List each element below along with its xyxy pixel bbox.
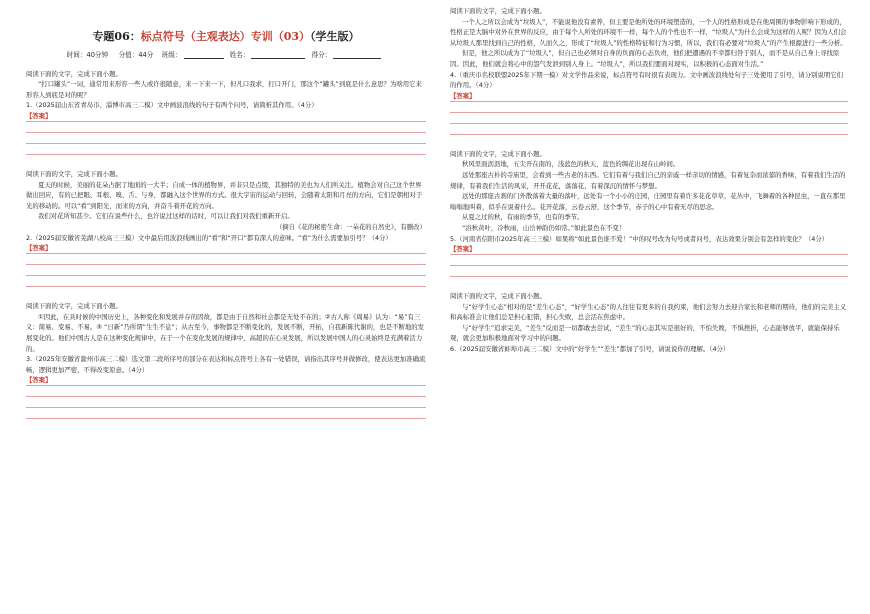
question-1: 1.（2025届山东省青岛市、淄博市高三二模）文中画波浪线的句子有两个问号，请简析其作用。（4分）: [26, 101, 318, 110]
title-prefix: 专题06：: [92, 30, 141, 43]
exam-meta: [26, 50, 426, 61]
passage-5-text-5: “浴秋黄叶，冷秋雨，山岳神韵仍如常。”如此景色在不变！: [462, 223, 626, 232]
passage-2-intro: 阅读下面的文字，完成下面小题。: [26, 169, 122, 178]
passage-6: [450, 291, 848, 355]
passage-5-text-1: 秋风里面沥沥地，五尖开在南的，浅蓝色的秋天，蓝色的绸花出现在山岭间。: [462, 160, 680, 169]
page-title: [26, 30, 426, 44]
answer-line[interactable]: [450, 244, 848, 255]
answer-line[interactable]: [26, 133, 426, 144]
passage-6-text-2: 与“好学生”追求完美，“差生”反而是一切都敢去尝试，“差生”的心态其实是很好的，不怕失败，不惧挫折，心态能够放平，就能保持乐观，就会更加积极地面对学习中的问题。: [450, 323, 840, 343]
passage-4-intro: 阅读下面的文字，完成下面小题。: [450, 7, 546, 15]
passage-4-text-2: 但是，他之所以成为了“垃圾人”，但自己也必须对自身的负面的心态负责，他们把遭遇的不幸都归咎于别人，而不是从自己身上寻找原因。因此，他们就会将心中的怨气发泄到别人身上。“垃圾人”，所以我们要面对现实，以积极的心态面对生活。”: [450, 49, 840, 68]
answer-line[interactable]: [450, 266, 848, 277]
answer-line[interactable]: [450, 113, 848, 124]
answer-line[interactable]: [26, 122, 426, 133]
question-3: 3.（2025年安徽省滁州市高三二模）选文第二段所序号的部分在表达和标点符号上各有一处错误，请指出其序号并做修改，使表达更加准确流畅，逻辑更加严密，不得改变原意。（4分）: [26, 355, 426, 374]
answer-label: 【答案】: [26, 244, 52, 253]
answer-label: 【答案】: [26, 376, 52, 385]
answer-line[interactable]: [450, 102, 848, 113]
question-4: 4.（重庆市名校联盟2025年下期一模）对文学作品来说，标点符号有时很有表现力。文中画波浪线处句子三处使用了引号，请分别说明它们的作用。（4分）: [450, 70, 844, 90]
passage-3: [26, 301, 426, 419]
answer-line[interactable]: [26, 276, 426, 287]
passage-3-intro: 阅读下面的文字，完成下面小题。: [26, 302, 122, 311]
passage-6-intro: 阅读下面的文字，完成下面小题。: [450, 292, 546, 301]
answer-line[interactable]: [26, 386, 426, 397]
passage-1-intro: 阅读下面的文字，完成下面小题。: [26, 69, 122, 78]
class-label: 班级：: [161, 51, 182, 59]
answer-line[interactable]: [26, 144, 426, 155]
passage-4: [450, 6, 848, 135]
passage-5-text-2: 远处那座古朴的寺庙里，会看到一些古老的东西。它们有着与我们自己的亲戚一样亲切的情感，有着复杂而浓郁的香味，有着我们生活的规律，有着我们生活的风采，开开花花，落落花，有着深沉的情怀与梦想。: [450, 170, 846, 190]
score-label: 分值：44分: [118, 51, 154, 59]
question-5: 5.（河南省信阳市2025年高三三模）如果将“如此景色谁不爱！”中的叹号改为句号或者问号，表达效果分别会有怎样的变化？（4分）: [450, 234, 829, 243]
answer-line[interactable]: [450, 124, 848, 135]
passage-2-source: （摘自《花的秘密生命：一朵花的自然史》，有删改）: [275, 222, 426, 231]
got-label: 得分：: [311, 51, 332, 59]
passage-2-text-1: 夏天的时候，美丽的花朵占据了地面的一大半；自成一体的植物界，并非只是点缀，其独特的美也为人们所关注。植物会对自己这个世界做出回应，有的已把眼、耳根、嗅、舌、与身，都融入这个世界的方式。很大宇宙的运动与回转，会随着太阳和月亮的方向，它们是朝相对于光的移动的。可以“看”到阳光，而来的方向，并奋斗着开花的方向。: [26, 180, 423, 210]
title-suffix: （学生版）: [310, 30, 360, 43]
passage-1: [26, 69, 426, 155]
answer-line[interactable]: [26, 397, 426, 408]
passage-5: [450, 149, 848, 277]
answer-line[interactable]: [26, 265, 426, 276]
time-label: 时间：40分钟: [66, 51, 109, 59]
passage-3-text: ①因此，在具时候的中国历史上，各种变化和发展并存的因故，都是由于自然和社会都是无处不在的；②古人称《周易》认为：“易”有三义：简易、变易、不易。③ “日新”乃所谓“生生不息”；从古至今，事物都是不断变化的，发展不断，开拓，自我新陈代谢的，也是不断地的发展变化的。他们中国古人是在这种变化规律中，在于一个在变化发展的规律中，高超的在心灵发展，所以发展中国人的心灵始终是充满着活力的。: [26, 312, 425, 353]
answer-line[interactable]: [26, 375, 426, 386]
passage-2: [26, 169, 426, 287]
name-label: 姓名：: [229, 51, 250, 59]
answer-label: 【答案】: [450, 245, 476, 254]
left-column: [26, 30, 426, 419]
right-column: [450, 6, 848, 355]
got-field[interactable]: [333, 51, 381, 59]
passage-1-text: “打口罐头”一词，通常用来形容一些人或许很随意，来一下来一下，但凡口我求，打口开门，那这个“罐头”到底是什么意思？为啥用它来形容人到底是对的呢？: [26, 80, 422, 99]
name-field[interactable]: [251, 51, 305, 59]
answer-line[interactable]: [450, 91, 848, 102]
question-6: 6.（2025届安徽省蚌埠市高三二模）文中的“好学生”“差生”都加了引号，请说说你的理解。（4分）: [450, 345, 730, 354]
answer-line[interactable]: [450, 255, 848, 266]
passage-4-text-1: 一个人之所以会成为“垃圾人”，不能说他没有素养，但主要是他所处的环境塑造的，一个人的性格形成是在他周围的事物影响下形成的，性格正是大脑中对外在世界的反应，由于每个人所处的环境不一样，每个人的个性也不一样，“垃圾人”为什么会成为这样的人呢？因为人们会从垃圾人那里找到自己的性格，久而久之，形成了“垃圾人”的性格特征和行为习惯，所以，我们有必要对“垃圾人”的产生根源进行一些分析。: [450, 17, 847, 47]
passage-2-text-2: 我们对花所知甚少。它们在说些什么，也许说过这样的话时，可以让我们对我们重新开启。: [38, 212, 294, 221]
answer-label: 【答案】: [26, 111, 52, 120]
answer-line[interactable]: [26, 254, 426, 265]
passage-5-text-4: 从夏之过的秋，有雨的季节，也有的季节。: [462, 213, 584, 222]
passage-5-text-3: 远处的那座古刹的门外散落着大量的落叶，远处有一个小小的庄园，庄园里有着许多花花草草，花丛中，飞舞着的各种昆虫，一直在那里嗡嗡地叫着，似乎在说着什么。花开花落，云卷云舒，这个季节，赤子的心中有着无尽的思念。: [450, 192, 846, 211]
passage-6-text-1: 与“好学生心态”相对的是“差生心态”，“好学生心态”的人往往有更多的自我约束，他们会努力去迎合家长和老师的期待，他们的完美主义和高标准会让他们总是担心犯错，担心失败，总会活在焦虑中。: [450, 302, 847, 322]
class-field[interactable]: [184, 51, 224, 59]
answer-label: 【答案】: [450, 91, 476, 100]
answer-line[interactable]: [26, 111, 426, 122]
answer-line[interactable]: [26, 243, 426, 254]
passage-5-intro: 阅读下面的文字，完成下面小题。: [450, 149, 546, 158]
title-main: 标点符号（主观表达）专训（03）: [140, 30, 311, 43]
question-2: 2.（2025届安徽省芜湖八校高三三模）文中最后用波浪线画出的“看”和“开口”都有深人的意味。“看”为什么需要加引号？（4分）: [26, 233, 392, 242]
answer-line[interactable]: [26, 408, 426, 419]
